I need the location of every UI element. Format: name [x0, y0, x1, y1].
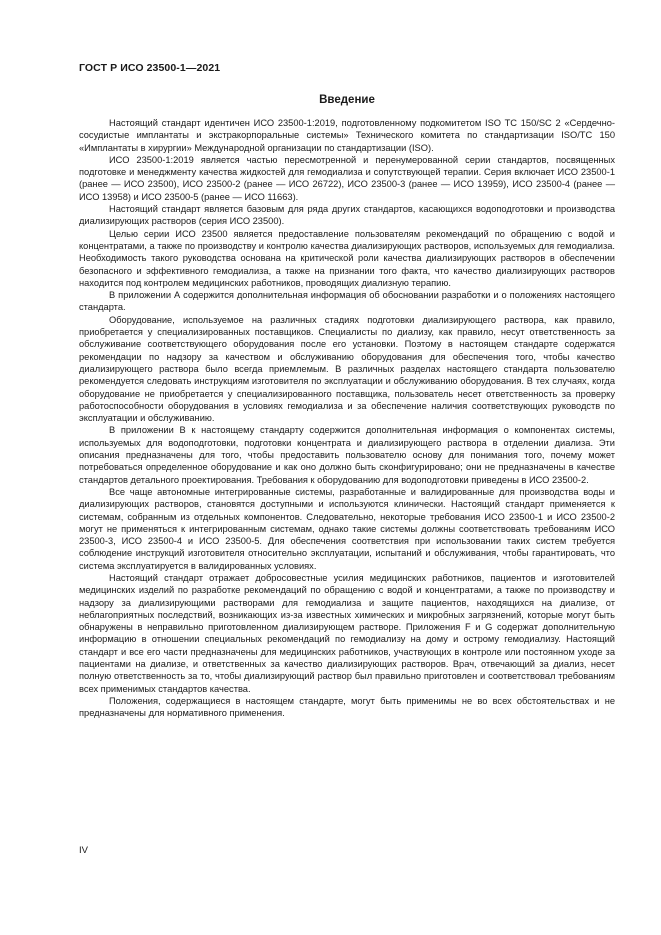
document-code-header: ГОСТ Р ИСО 23500-1—2021: [79, 62, 221, 74]
paragraph-2: ИСО 23500-1:2019 является частью пересмотренной и перенумерованной серии стандартов, посвященных подготовке и менеджменту качества жидкостей для гемодиализа и сопутствующей терапии. Серия включает ИСО 23500-1 (ранее — ИСО 23500), ИСО 23500-2 (ранее — ИСО 26722), ИСО 23500-3 (ранее — ИСО 13959), ИСО 23500-4 (ранее — ИСО 13958) и ИСО 23500-5 (ранее — ИСО 11663).: [79, 154, 615, 202]
paragraph-7: В приложении В к настоящему стандарту содержится дополнительная информация о компонентах системы, используемых для водоподготовки, подготовки концентрата и диализирующего раствора в отделении диализа. Эти описания предназначены для того, чтобы предоставить пользователю основу для понимания того, почему может потребоваться определенное оборудование и как оно должно быть сконфигурировано; они не предназначены в качестве стандартов детального проектирования. Требования к оборудованию для водоподготовки приведены в ИСО 23500-2.: [79, 425, 615, 485]
section-title-introduction: Введение: [319, 94, 375, 106]
paragraph-10: Положения, содержащиеся в настоящем стандарте, могут быть применимы не во всех обстоятельствах и не предназначены для нормативного применения.: [79, 695, 615, 719]
page-number: IV: [79, 845, 88, 856]
paragraph-9: Настоящий стандарт отражает добросовестные усилия медицинских работников, пациентов и изготовителей медицинских изделий по разработке рекомендаций по обращению с водой и концентратами, а также по производству и надзору за диализирующими растворами для гемодиализа и защите пациентов, находящихся на диализе, от неблагоприятных последствий, возникающих из-за известных химических и микробных загрязнений, которые могут быть обнаружены в неправильно приготовленном диализирующем растворе. Приложения F и G содержат дополнительную информацию в отношении специальных рекомендаций по гемодиализу на дому и острому гемодиализу. Настоящий стандарт и все его части предназначены для медицинских работников, участвующих в контроле или постоянном уходе за пациентами на диализе, и ответственных за качество диализирующих растворов. Врач, отвечающий за диализ, несет полную ответственность за то, чтобы диализирующий раствор был правильно приготовлен и соответствовал требованиям всех применимых стандартов качества.: [79, 572, 615, 694]
paragraph-4: Целью серии ИСО 23500 является предоставление пользователям рекомендаций по обращению с водой и концентратами, а также по производству и контролю качества диализирующих растворов, используемых для гемодиализа. Необходимость такого руководства основана на критической роли качества диализирующих растворов в обеспечении безопасного и эффективного гемодиализа, а также на признании того факта, что качество диализирующих растворов находится под контролем медицинских работников, проводящих диализную терапию.: [79, 228, 615, 288]
paragraph-6: Оборудование, используемое на различных стадиях подготовки диализирующего раствора, как правило, приобретается у специализированных поставщиков. Специалисты по диализу, как правило, несут ответственность за обслуживание соответствующего оборудования после его установки. Поэтому в настоящем стандарте содержатся рекомендации по надзору за качеством и обслуживанию оборудования для обеспечения того, чтобы качество диализирующего раствора было всегда приемлемым. В различных разделах настоящего стандарта пользователю рекомендуется следовать инструкциям изготовителя по эксплуатации и обслуживанию оборудования. В тех случаях, когда оборудование не приобретается у специализированного поставщика, пользователь несет ответственность за проверку работоспособности оборудования в условиях гемодиализа и за обеспечение наличия соответствующих руководств по эксплуатации и обслуживанию.: [79, 314, 615, 424]
paragraph-8: Все чаще автономные интегрированные системы, разработанные и валидированные для производства воды и диализирующих растворов, становятся доступными и используются клинически. Настоящий стандарт применяется к системам, собранным из отдельных компонентов. Следовательно, некоторые требования ИСО 23500-1 и ИСО 23500-2 могут не применяться к интегрированным системам, однако такие системы должны соответствовать требованиям ИСО 23500-3, ИСО 23500-4 и ИСО 23500-5. Для обеспечения соответствия при использовании таких систем требуется соблюдение инструкций изготовителя относительно эксплуатации, испытаний и обслуживания, чтобы гарантировать, что система эксплуатируется в валидированных условиях.: [79, 486, 615, 571]
paragraph-5: В приложении А содержится дополнительная информация об обосновании разработки и о положениях настоящего стандарта.: [79, 290, 615, 313]
paragraph-3: Настоящий стандарт является базовым для ряда других стандартов, касающихся водоподготовки и производства диализирующих растворов (серия ИСО 23500).: [79, 204, 615, 227]
paragraph-1: Настоящий стандарт идентичен ИСО 23500-1:2019, подготовленному подкомитетом ISO TC 150/SC 2 «Сердечно-сосудистые имплантаты и экстракорпоральные системы» Технического комитета по стандартизации ISO/TC 150 «Имплантаты в хирургии» Международной организации по стандартизации (ISO).: [79, 118, 615, 153]
introduction-body: [79, 117, 615, 720]
